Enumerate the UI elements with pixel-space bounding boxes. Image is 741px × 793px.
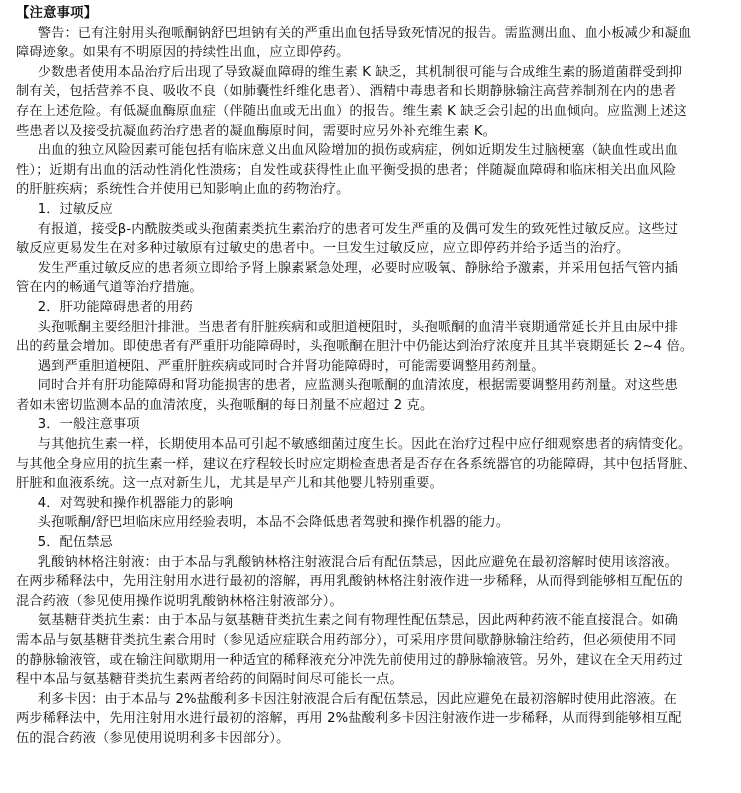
general-paragraph (16, 435, 725, 494)
text-line: 制有关，包括营养不良、吸收不良（如肺囊性纤维化患者）、酒精中毒患者和长期静脉输注高营养制剂在内的患者 (16, 84, 677, 100)
subsection-heading-allergy: 1．过敏反应 (37, 201, 113, 217)
text-line: 与其他全身应用的抗生素一样，建议在疗程较长时应定期检查患者是否存在各系统器官的功能障碍，其中包括肾脏、 (16, 456, 697, 472)
text-line: 遇到严重胆道梗阻、严重肝脏疾病或同时合并肾功能障碍时，可能需要调整用药剂量。 (37, 358, 545, 374)
text-line: 伍的混合药液（参见使用说明利多卡因部分）。 (16, 730, 290, 746)
text-line: 在两步稀释法中，先用注射用水进行最初的溶解，再用乳酸钠林格注射液作进一步稀释，从而得到能够相互配伍的 (16, 574, 683, 590)
text-line: 与其他抗生素一样，长期使用本品可引起不敏感细菌过度生长。因此在治疗过程中应仔细观察患者的病情变化。 (37, 437, 692, 453)
text-line: 发生严重过敏反应的患者须立即给予肾上腺素紧急处理，必要时应吸氧、静脉给予激素，并采用包括气管内插 (37, 260, 678, 276)
vitamin-k-paragraph (16, 63, 725, 141)
ringer-lactate-paragraph (16, 553, 725, 612)
liver-paragraph-3 (16, 376, 725, 415)
text-line: 头孢哌酮主要经胆汁排泄。当患者有肝脏疾病和或胆道梗阻时，头孢哌酮的血清半衰期通常延长并且由尿中排 (37, 319, 678, 335)
allergy-paragraph (16, 220, 725, 259)
subsection-heading-general: 3．一般注意事项 (37, 417, 140, 433)
subsection-heading-driving: 4．对驾驶和操作机器能力的影响 (37, 495, 234, 511)
text-line: 混合药液（参见使用操作说明乳酸钠林格注射液部分）。 (16, 593, 343, 609)
text-line: 者如未密切监测本品的血清浓度，头孢哌酮的每日剂量不应超过 2 克。 (16, 397, 434, 413)
text-line: 氨基糖苷类抗生素：由于本品与氨基糖苷类抗生素之间有物理性配伍禁忌，因此两种药液不能直接混合。如确 (37, 613, 678, 629)
text-line: 肝脏和血液系统。这一点对新生儿，尤其是早产儿和其他婴儿特别重要。 (16, 476, 443, 492)
allergy-treatment-paragraph (16, 259, 725, 298)
subsection-heading-liver: 2．肝功能障碍患者的用药 (37, 299, 194, 315)
text-line: 警告：已有注射用头孢哌酮钠舒巴坦钠有关的严重出血包括导致死情况的报告。需监测出血、血小板减少和凝血 (37, 25, 692, 41)
text-line: 头孢哌酮/舒巴坦临床应用经验表明，本品不会降低患者驾驶和操作机器的能力。 (37, 515, 510, 531)
text-line: 程中本品与氨基糖苷类抗生素两者给药的间隔时间尽可能长一点。 (16, 672, 403, 688)
text-line: 出的药量会增加。即使患者有严重肝功能障碍时，头孢哌酮在胆汁中仍能达到治疗浓度并且其半衰期延长 2~4 倍。 (16, 339, 694, 355)
text-line: 两步稀释法中，先用注射用水进行最初的溶解，再用 2%盐酸利多卡因注射液作进一步稀释，从而得到能够相互配 (16, 711, 682, 727)
text-line: 有报道，接受β-内酰胺类或头孢菌素类抗生素治疗的患者可发生严重的及偶可发生的致死性过敏反应。这些过 (37, 221, 679, 237)
text-line: 障碍迹象。如果有不明原因的持续性出血，应立即停药。 (16, 45, 350, 61)
text-line: 管在内的畅通气道等治疗措施。 (16, 280, 203, 296)
bleeding-risk-paragraph (16, 141, 725, 200)
text-line: 的肝脏疾病；系统性合并使用已知影响止血的药物治疗。 (16, 182, 350, 198)
lidocaine-paragraph (16, 690, 725, 749)
subsection-heading-incompatibility: 5．配伍禁忌 (37, 535, 113, 551)
warning-paragraph (16, 24, 725, 63)
text-line: 的静脉输液管，或在输注间歇期用一种适宜的稀释液充分冲洗先前使用过的静脉输液管。另外，建议在全天用药过 (16, 652, 683, 668)
text-line: 需本品与氨基糖苷类抗生素合用时（参见适应症联合用药部分），可采用序贯间歇静脉输注给药，但必须使用不同 (16, 633, 677, 648)
text-line: 存在上述危险。有低凝血酶原血症（伴随出血或无出血）的报告。维生素 K 缺乏会引起的出血倾向。应监测上述这 (16, 103, 688, 119)
text-line: 敏反应更易发生在对多种过敏原有过敏史的患者中。一旦发生过敏反应，应立即停药并给予适当的治疗。 (16, 241, 630, 257)
text-line: 出血的独立风险因素可能包括有临床意义出血风险增加的损伤或病症，例如近期发生过脑梗塞（缺血性或出血 (37, 143, 678, 159)
section-title: 【注意事项】 (16, 6, 98, 21)
driving-paragraph (16, 513, 725, 533)
text-line: 性）；近期有出血的活动性消化性溃疡；自发性或获得性止血平衡受损的患者；伴随凝血障碍和临床相关出血风险 (16, 162, 677, 178)
aminoglycoside-paragraph (16, 611, 725, 689)
text-line: 利多卡因：由于本品与 2%盐酸利多卡因注射液混合后有配伍禁忌，因此应避免在最初溶解时使用此溶液。在 (37, 691, 677, 707)
liver-paragraph-2 (16, 357, 725, 377)
text-line: 些患者以及接受抗凝血药治疗患者的凝血酶原时间，需要时应另外补充维生素 K。 (16, 123, 496, 139)
liver-paragraph-1 (16, 318, 725, 357)
text-line: 同时合并有肝功能障碍和肾功能损害的患者，应监测头孢哌酮的血清浓度，根据需要调整用药剂量。对这些患 (37, 378, 678, 394)
text-line: 乳酸钠林格注射液：由于本品与乳酸钠林格注射液混合后有配伍禁忌，因此应避免在最初溶解时使用该溶液。 (37, 554, 678, 570)
text-line: 少数患者使用本品治疗后出现了导致凝血障碍的维生素 K 缺乏，其机制很可能与合成维生素的肠道菌群受到抑 (37, 64, 683, 80)
